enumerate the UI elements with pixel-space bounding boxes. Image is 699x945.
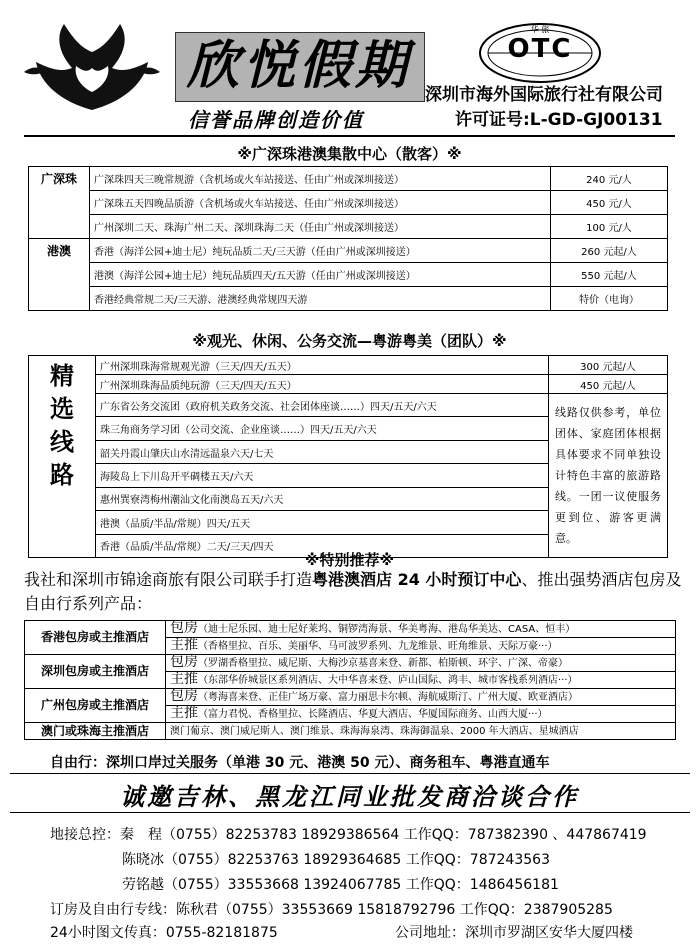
- section1-title: ※广深珠港澳集散中心（散客）※: [237, 145, 462, 163]
- category-label: 广深珠: [29, 167, 90, 239]
- route-cell: 香港经典常规二天/三天游、港澳经典常规四天游: [90, 287, 551, 311]
- fax-line: 24小时图文传真：0755-82181875: [50, 925, 278, 941]
- hotel-city: 广州包房或主推酒店: [25, 689, 166, 723]
- divider: [24, 135, 675, 137]
- hotel-line-label: 包房: [170, 688, 198, 704]
- hotel-line-text: （罗湖香格里拉、威尼斯、大梅沙京基喜来登、新都、柏斯顿、环宇、广深、帝豪）: [198, 658, 568, 669]
- table-row: [25, 723, 676, 740]
- hotel-line-text: （粤海喜来登、正佳广场万豪、富力丽思卡尔顿、海航威斯汀、广州大厦、欧亚酒店）: [198, 692, 578, 703]
- contact-line-2: 陈晓冰（0755）82253763 18929364685 工作QQ：787243563: [122, 852, 550, 868]
- table-row: [29, 191, 668, 215]
- route-cell: 广深珠四天三晚常规游（含机场或火车站接送、任由广州或深圳接送）: [90, 167, 551, 191]
- otc-main-text: OTC: [507, 34, 573, 64]
- route-cell: 香港（品质/半品/常规）二天/三天/四天: [96, 534, 549, 557]
- price-cell: 550 元起/人: [551, 263, 668, 287]
- table-row: [25, 621, 676, 638]
- price-cell: 240 元/人: [551, 167, 668, 191]
- contact-line-4: 订房及自由行专线：陈秋君（0755）33553669 15818792796 工作QQ：2387905285: [50, 902, 613, 918]
- route-note: 线路仅供参考，单位团体、家庭团体根据具体要求不同单独设计特色丰富的旅游路线。一团一议使服务更到位、游客更满意。: [549, 394, 668, 558]
- table-row: [25, 689, 676, 706]
- divider: [10, 812, 690, 813]
- hotel-line: [166, 638, 676, 655]
- route-cell: 韶关丹霞山肇庆山水清远温泉六天/七天: [96, 440, 549, 463]
- hotel-line-label: 主推: [170, 671, 198, 687]
- address-line: 公司地址：深圳市罗湖区安华大厦四楼: [395, 925, 633, 941]
- route-cell: 港澳（海洋公园+迪士尼）纯玩品质四天/五天游（任由广州或深圳接送）: [90, 263, 551, 287]
- side-label-char: 路: [50, 461, 74, 489]
- hotel-line-text: （香格里拉、百乐、美丽华、马可波罗系列、九龙维景、旺角维景、天际万豪···）: [198, 641, 558, 652]
- hotel-line-label: 包房: [170, 620, 198, 636]
- hotel-line: [166, 655, 676, 672]
- divider: [10, 773, 690, 774]
- hotel-city: 香港包房或主推酒店: [25, 621, 166, 655]
- route-cell: 海陵岛上下川岛开平碉楼五天/六天: [96, 464, 549, 487]
- hotel-city: 澳门或珠海主推酒店: [25, 723, 166, 740]
- hotel-line: [166, 706, 676, 723]
- route-cell: 广东省公务交流团（政府机关政务交流、社会团体座谈……）四天/五天/六天: [96, 394, 549, 417]
- hotel-line: [166, 672, 676, 689]
- hotel-line-label: 包房: [170, 654, 198, 670]
- route-cell: 广州深圳珠海品质纯玩游（三天/四天/五天）: [96, 375, 549, 394]
- hotel-city: 深圳包房或主推酒店: [25, 655, 166, 689]
- self-service-line: 自由行：深圳口岸过关服务（单港 30 元、港澳 50 元）、商务租车、粤港直通车: [50, 755, 550, 771]
- route-cell: 香港（海洋公园+迪士尼）纯玩品质二天/三天游（任由广州或深圳接送）: [90, 239, 551, 263]
- hotel-line: [166, 621, 676, 638]
- contact-line-3: 劳铭越（0755）33553668 13924067785 工作QQ：1486456181: [122, 877, 559, 893]
- price-cell: 450 元/人: [551, 191, 668, 215]
- group-tours-table: [28, 355, 668, 558]
- table-row: [29, 167, 668, 191]
- hotel-line-text: 澳门葡京、澳门威尼斯人、澳门维景、珠海海泉湾、珠海御温泉、2000 年大酒店、星城酒店: [166, 723, 676, 740]
- category-label: 港澳: [29, 239, 90, 311]
- side-label-text: [33, 360, 91, 492]
- price-cell: 特价（电询）: [551, 287, 668, 311]
- section3-title: ※特别推荐※: [304, 551, 395, 569]
- route-cell: 港澳（品质/半品/常规）四天/五天: [96, 511, 549, 534]
- price-cell: 260 元起/人: [551, 239, 668, 263]
- intro-highlight: 粤港澳酒店 24 小时预订中心: [312, 570, 522, 589]
- brand-name: 欣悦假期: [186, 35, 411, 96]
- company-name: 深圳市海外国际旅行社有限公司: [425, 85, 663, 105]
- price-cell: 450 元起/人: [549, 375, 668, 394]
- price-cell: 100 元/人: [551, 215, 668, 239]
- table-row: [29, 239, 668, 263]
- table-row: [29, 375, 668, 394]
- license-number: 许可证号:L-GD-GJ00131: [455, 110, 663, 130]
- route-cell: 广州深圳珠海常规观光游（三天/四天/五天）: [96, 356, 549, 375]
- flower-logo-icon: [22, 22, 162, 112]
- route-cell: 珠三角商务学习团（公司交流、企业座谈……）四天/五天/六天: [96, 417, 549, 440]
- hotel-line-text: （东部华侨城景区系列酒店、大中华喜来登、庐山国际、鸿丰、城市客栈系列酒店···）: [198, 675, 578, 686]
- route-cell: 广深珠五天四晚品质游（含机场或火车站接送、任由广州或深圳接送）: [90, 191, 551, 215]
- intro-paragraph: [24, 568, 684, 616]
- slogan: 信誉品牌创造价值: [188, 108, 364, 132]
- route-cell: 广州深圳二天、珠海广州二天、深圳珠海二天（任由广州或深圳接送）: [90, 215, 551, 239]
- price-cell: 300 元起/人: [549, 356, 668, 375]
- otc-top-text: 华 旅: [530, 25, 550, 34]
- side-label-char: 选: [50, 395, 74, 423]
- table-row: [29, 263, 668, 287]
- hotel-line-label: 主推: [170, 705, 198, 721]
- hotel-line-text: （迪士尼乐园、迪士尼好莱坞、铜锣湾海景、华美粤海、港岛华美达、CASA、恒丰）: [198, 624, 576, 635]
- side-label-char: 线: [50, 428, 74, 456]
- table-row: [29, 394, 668, 417]
- table-row: [25, 655, 676, 672]
- table-row: [29, 287, 668, 311]
- table-row: [29, 215, 668, 239]
- intro-post: 、推出强势酒店包房及自由行系列产品：: [24, 570, 682, 613]
- section2-title: ※观光、休闲、公务交流—粤游粤美（团队）※: [192, 332, 507, 350]
- invite-banner: 诚邀吉林、黑龙江同业批发商洽谈合作: [120, 782, 579, 811]
- hotel-line-text: （富力君悦、香格里拉、长隆酒店、华夏大酒店、华厦国际商务、山西大厦···）: [198, 709, 548, 720]
- hotel-line: [166, 689, 676, 706]
- route-cell: 惠州巽寮湾梅州潮汕文化南澳岛五天/六天: [96, 487, 549, 510]
- table-row: [29, 356, 668, 375]
- scattered-tours-table: [28, 166, 668, 311]
- side-label-char: 精: [50, 362, 74, 390]
- intro-pre: 我社和深圳市锦途商旅有限公司联手打造: [24, 570, 313, 589]
- hotel-table: [24, 620, 676, 740]
- contact-line-1: 地接总控：秦 程（0755）82253783 18929386564 工作QQ：787382390 、447867419: [50, 827, 647, 843]
- featured-routes-label: [29, 356, 96, 558]
- hotel-line-label: 主推: [170, 637, 198, 653]
